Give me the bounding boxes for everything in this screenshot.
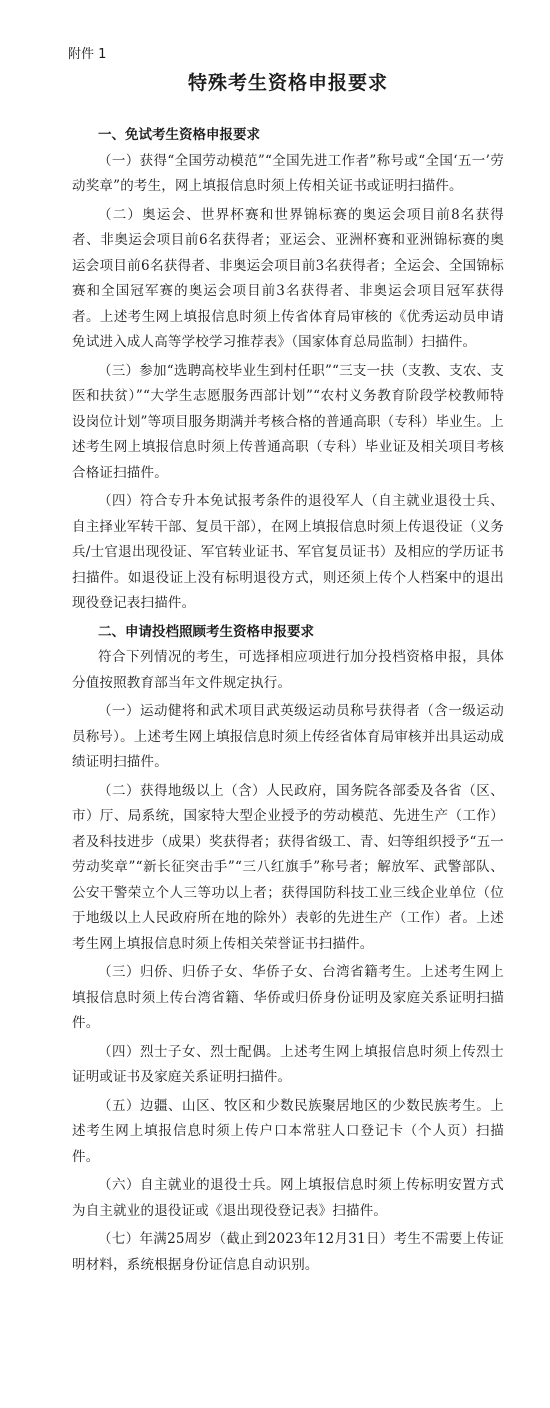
section-1-item-4: （四）符合专升本免试报考条件的退役军人（自主就业退役士兵、自主择业军转干部、复员干部），在网上填报信息时须上传退役证（义务兵/士官退出现役证、军官转业证书、军官复员证书）及相应的学历证书扫描件。如退役证上没有标明退役方式，则还须上传个人档案中的退出现役登记表扫描件。 bbox=[72, 493, 504, 611]
attachment-label: 附件 1 bbox=[68, 47, 107, 62]
section-2 bbox=[72, 620, 504, 1279]
section-2-heading: 二、申请投档照顾考生资格申报要求 bbox=[98, 623, 314, 640]
document-title: 特殊考生资格申报要求 bbox=[187, 72, 388, 94]
section-2-item-2: （二）获得地级以上（含）人民政府，国务院各部委及各省（区、市）厅、局系统，国家特大型企业授予的劳动模范、先进生产（工作）者及科技进步（成果）奖获得者；获得省级工、青、妇等组织授予“五一劳动奖章”“新长征突击手”“三八红旗手”称号者；解放军、武警部队、公安干警荣立个人三等功以上者；获得国防科技工业三线企业单位（位于地级以上人民政府所在地的除外）表彰的先进生产（工作）者。上述考生网上填报信息时须上传相关荣誉证书扫描件。 bbox=[72, 782, 504, 952]
section-2-intro: 符合下列情况的考生，可选择相应项进行加分投档资格申报，具体分值按照教育部当年文件规定执行。 bbox=[72, 649, 504, 691]
section-2-item-4: （四）烈士子女、烈士配偶。上述考生网上填报信息时须上传烈士证明或证书及家庭关系证明扫描件。 bbox=[72, 1043, 504, 1085]
section-2-item-1: （一）运动健将和武术项目武英级运动员称号获得者（含一级运动员称号）。上述考生网上填报信息时须上传经省体育局审核并出具运动成绩证明扫描件。 bbox=[72, 703, 504, 770]
section-1 bbox=[72, 123, 504, 617]
section-2-item-6: （六）自主就业的退役士兵。网上填报信息时须上传标明安置方式为自主就业的退役证或《退出现役登记表》扫描件。 bbox=[72, 1177, 504, 1219]
section-2-item-3: （三）归侨、归侨子女、华侨子女、台湾省籍考生。上述考生网上填报信息时须上传台湾省籍、华侨或归侨身份证明及家庭关系证明扫描件。 bbox=[72, 964, 504, 1031]
section-1-heading: 一、免试考生资格申报要求 bbox=[98, 127, 260, 143]
section-1-item-2: （二）奥运会、世界杯赛和世界锦标赛的奥运会项目前8名获得者、非奥运会项目前6名获得者；亚运会、亚洲杯赛和亚洲锦标赛的奥运会项目前6名获得者、非奥运会项目前3名获得者；全运会、全国锦标赛和全国冠军赛的奥运会项目前3名获得者、非奥运会项目冠军获得者。上述考生网上填报信息时须上传省体育局审核的《优秀运动员申请免试进入成人高等学校学习推荐表》（国家体育总局监制）扫描件。 bbox=[72, 206, 504, 350]
section-1-item-1: （一）获得“全国劳动模范”“全国先进工作者”称号或“全国‘五一’劳动奖章”的考生，网上填报信息时须上传相关证书或证明扫描件。 bbox=[72, 152, 504, 194]
section-2-item-5: （五）边疆、山区、牧区和少数民族聚居地区的少数民族考生。上述考生网上填报信息时须上传户口本常驻人口登记卡（个人页）扫描件。 bbox=[72, 1097, 504, 1165]
section-2-item-7: （七）年满25周岁（截止到2023年12月31日）考生不需要上传证明材料，系统根据身份证信息自动识别。 bbox=[72, 1231, 504, 1273]
section-1-item-3: （三）参加“选聘高校毕业生到村任职”“三支一扶（支教、支农、支医和扶贫）”“大学生志愿服务西部计划”“农村义务教育阶段学校教师特设岗位计划”等项目服务期满并考核合格的普通高职（专科）毕业生。上述考生网上填报信息时须上传普通高职（专科）毕业证及相关项目考核合格证扫描件。 bbox=[72, 362, 504, 481]
